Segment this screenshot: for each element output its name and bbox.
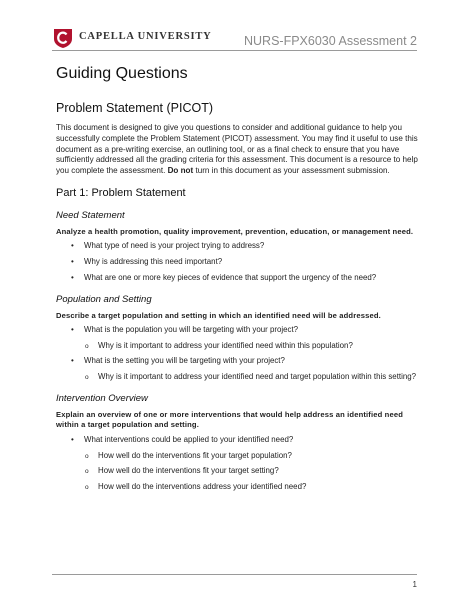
sub-question-item	[56, 451, 418, 461]
question-text: What interventions could be applied to your identified need?	[84, 434, 294, 444]
question-text: What is the setting you will be targeting with your project?	[84, 356, 285, 366]
question-text: How well do the interventions fit your target setting?	[98, 466, 279, 476]
question-list	[56, 325, 418, 382]
sub-question-item	[56, 341, 418, 351]
question-text: How well do the interventions fit your target population?	[98, 450, 292, 460]
question-text: Why is addressing this need important?	[84, 257, 223, 267]
question-text: What is the population you will be targeting with your project?	[84, 325, 299, 335]
dot-bullet-icon: •	[71, 241, 74, 251]
dot-bullet-icon: •	[71, 434, 74, 444]
section-prompt: Describe a target population and setting in which an identified need will be addressed.	[56, 310, 381, 320]
document-subtitle: Problem Statement (PICOT)	[56, 101, 213, 115]
circle-bullet-icon: o	[85, 342, 89, 350]
question-text: Why is it important to address your identified need and target population within this setting?	[98, 371, 416, 381]
part-heading: Part 1: Problem Statement	[56, 186, 186, 199]
dot-bullet-icon: •	[71, 257, 74, 267]
capella-shield-logo-icon	[52, 27, 74, 49]
question-text: How well do the interventions address your identified need?	[98, 481, 307, 491]
document-title: Guiding Questions	[56, 65, 188, 82]
header-divider	[52, 50, 417, 51]
question-list	[56, 241, 418, 282]
question-list	[56, 435, 418, 492]
question-item	[56, 356, 418, 366]
footer-divider	[52, 574, 417, 575]
dot-bullet-icon: •	[71, 325, 74, 335]
question-text: What type of need is your project trying to address?	[84, 241, 265, 251]
question-item	[56, 273, 418, 283]
circle-bullet-icon: o	[85, 468, 89, 476]
circle-bullet-icon: o	[85, 373, 89, 381]
question-item	[56, 435, 418, 445]
page-number: 1	[412, 580, 417, 589]
intro-text-end: turn in this document as your assessment submission.	[195, 166, 390, 176]
intro-emphasis: Do not	[167, 166, 194, 176]
course-assessment-label: NURS-FPX6030 Assessment 2	[244, 34, 417, 48]
question-text: What are one or more key pieces of evidence that support the urgency of the need?	[84, 272, 377, 282]
section-heading: Intervention Overview	[56, 392, 148, 404]
sub-question-item	[56, 466, 418, 476]
sections-container	[56, 210, 418, 492]
question-item	[56, 325, 418, 335]
section-prompt: Analyze a health promotion, quality improvement, prevention, education, or management need.	[56, 226, 414, 236]
question-item	[56, 257, 418, 267]
dot-bullet-icon: •	[71, 356, 74, 366]
section-heading: Population and Setting	[56, 293, 152, 305]
document-body	[56, 64, 418, 497]
section-prompt: Explain an overview of one or more interventions that would help address an identified need within a target population and setting.	[56, 409, 403, 430]
dot-bullet-icon: •	[71, 272, 74, 282]
circle-bullet-icon: o	[85, 452, 89, 460]
sub-question-item	[56, 372, 418, 382]
intro-text: This document is designed to give you questions to consider and additional guidance to help you successfully complete the Problem Statement (PICOT) assessment. You may find it useful to use this document as a pre-writing exercise, an outlining tool, or as a final check to ensure that you have sufficiently addressed all the grading criteria for this assessment. This document is a resource to help you complete the assessment.	[56, 123, 418, 176]
section-heading: Need Statement	[56, 209, 125, 221]
sub-question-item	[56, 482, 418, 492]
question-item	[56, 241, 418, 251]
question-text: Why is it important to address your identified need within this population?	[98, 340, 353, 350]
university-name: CAPELLA UNIVERSITY	[79, 31, 212, 42]
circle-bullet-icon: o	[85, 483, 89, 491]
intro-paragraph	[56, 123, 418, 177]
